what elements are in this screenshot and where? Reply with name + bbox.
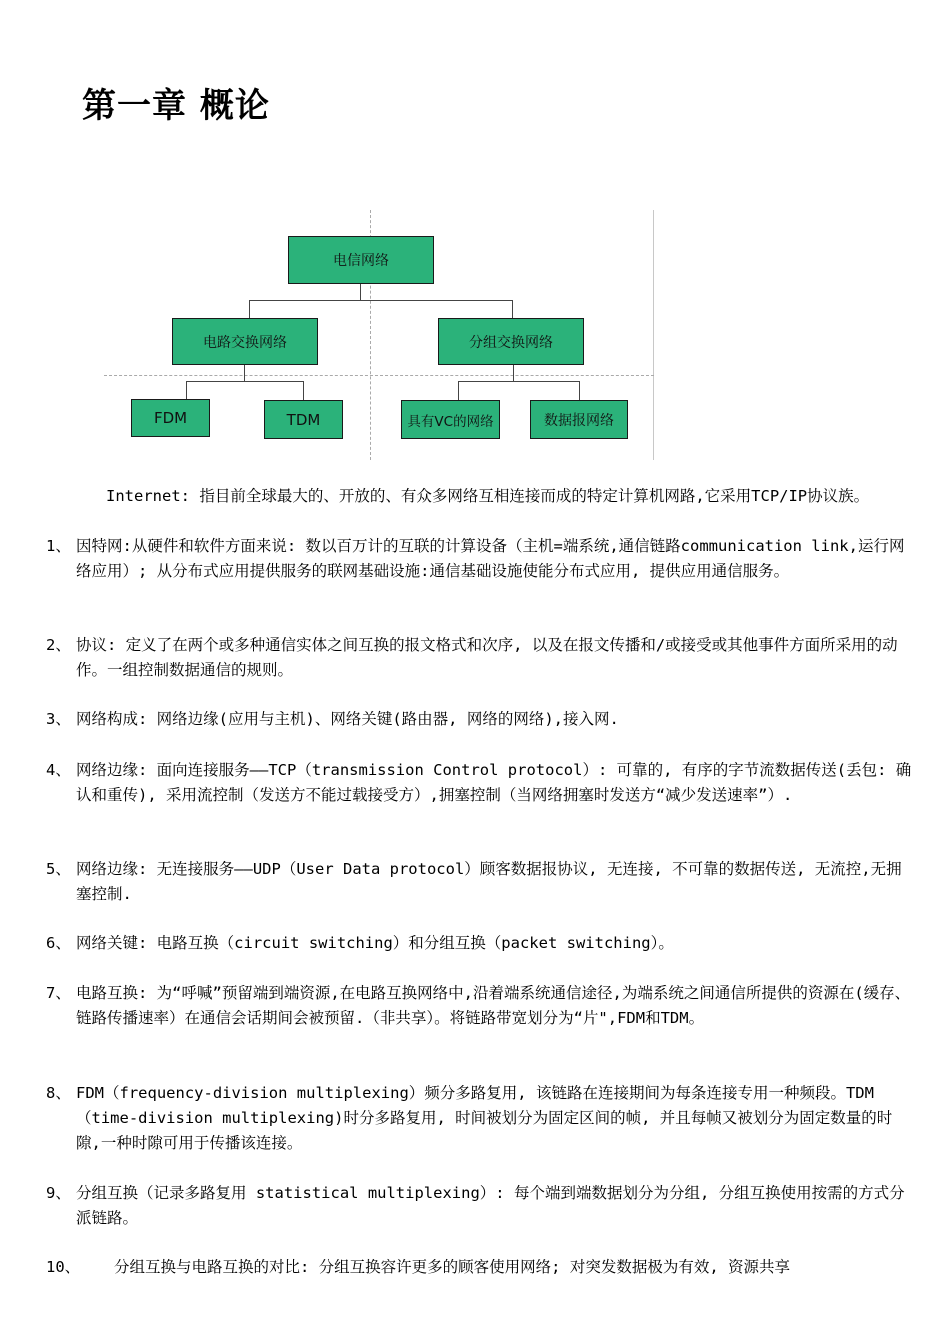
item-text: 分组互换（记录多路复用 statistical multiplexing）: 每个端到端数据划分为分组, 分组互换使用按需的方式分派链路。 [76, 1184, 905, 1227]
node-label: 分组交换网络 [469, 334, 553, 351]
intro-text: Internet: 指目前全球最大的、开放的、有众多网络互相连接而成的特定计算机网路,它采用TCP/IP协议族。 [106, 487, 870, 505]
item-text: 网络边缘: 面向连接服务——TCP（transmission Control protocol）: 可靠的, 有序的字节流数据传送(丢包: 确认和重传), 采用流控制（发送方不能过载接受方）,拥塞控制（当网络拥塞时发送方“减少发送速率”）. [76, 761, 912, 804]
item-text: 协议: 定义了在两个或多种通信实体之间互换的报文格式和次序, 以及在报文传播和/或接受或其他事件方面所采用的动作。一组控制数据通信的规则。 [76, 636, 898, 679]
item-text: FDM（frequency-division multiplexing）频分多路复用, 该链路在连接期间为每条连接专用一种频段。TDM（time-division multiplexing)时分多路复用, 时间被划分为固定区间的帧, 并且每帧又被划分为固定数量的时隙,一种时隙可用于传播该连接。 [76, 1084, 893, 1152]
item-number: 6、 [46, 934, 71, 952]
connector [458, 381, 579, 382]
item-number: 3、 [46, 710, 71, 728]
connector [512, 300, 513, 318]
node-telecom-network [288, 236, 434, 284]
connector [244, 365, 245, 381]
node-circuit-switched-network [172, 318, 318, 365]
item-text: 网络构成: 网络边缘(应用与主机)、网络关键(路由器, 网络的网络),接入网. [76, 710, 619, 728]
connector [249, 300, 250, 318]
item-number: 7、 [46, 984, 71, 1002]
node-label: 具有VC的网络 [407, 413, 494, 430]
connector [303, 381, 304, 400]
item-text: 分组互换与电路互换的对比: 分组互换容许更多的顾客使用网络; 对突发数据极为有效, 资源共享 [114, 1258, 790, 1276]
item-number: 4、 [46, 761, 71, 779]
connector [186, 381, 187, 399]
network-diagram [0, 0, 950, 470]
diagram-guide-right [653, 210, 654, 460]
node-datagram-network [530, 400, 628, 439]
item-text: 网络关键: 电路互换（circuit switching）和分组互换（packet switching）。 [76, 934, 674, 952]
node-fdm [131, 399, 210, 437]
item-number: 9、 [46, 1184, 71, 1202]
item-number: 1、 [46, 537, 71, 555]
connector [186, 381, 303, 382]
connector [360, 284, 361, 300]
item-number: 5、 [46, 860, 71, 878]
node-label: 电信网络 [333, 253, 389, 269]
item-number: 10、 [46, 1258, 81, 1276]
intro-paragraph [106, 484, 906, 509]
node-vc-network [401, 400, 500, 439]
node-label: FDM [153, 409, 188, 427]
connector [513, 365, 514, 381]
diagram-guide-horizontal [104, 375, 654, 376]
node-label: 电路交换网络 [203, 334, 287, 351]
node-tdm [264, 400, 343, 439]
node-label: TDM [286, 410, 321, 429]
connector [458, 381, 459, 400]
page-title: 第一章 概论 [82, 86, 270, 126]
item-text: 因特网:从硬件和软件方面来说: 数以百万计的互联的计算设备（主机=端系统,通信链路communication link,运行网络应用）; 从分布式应用提供服务的联网基础设施:通信基础设施使能分布式应用, 提供应用通信服务。 [76, 537, 905, 580]
node-packet-switched-network [438, 318, 584, 365]
connector [249, 300, 512, 301]
item-text: 网络边缘: 无连接服务——UDP（User Data protocol）顾客数据报协议, 无连接, 不可靠的数据传送, 无流控,无拥塞控制. [76, 860, 902, 903]
item-number: 2、 [46, 636, 71, 654]
item-number: 8、 [46, 1084, 71, 1102]
node-label: 数据报网络 [544, 412, 614, 429]
item-text: 电路互换: 为“呼喊”预留端到端资源,在电路互换网络中,沿着端系统通信途径,为端系统之间通信所提供的资源在(缓存、链路传播速率）在通信会话期间会被预留.（非共享）。将链路带宽划分为“片",FDM和TDM。 [76, 984, 911, 1027]
connector [579, 381, 580, 400]
